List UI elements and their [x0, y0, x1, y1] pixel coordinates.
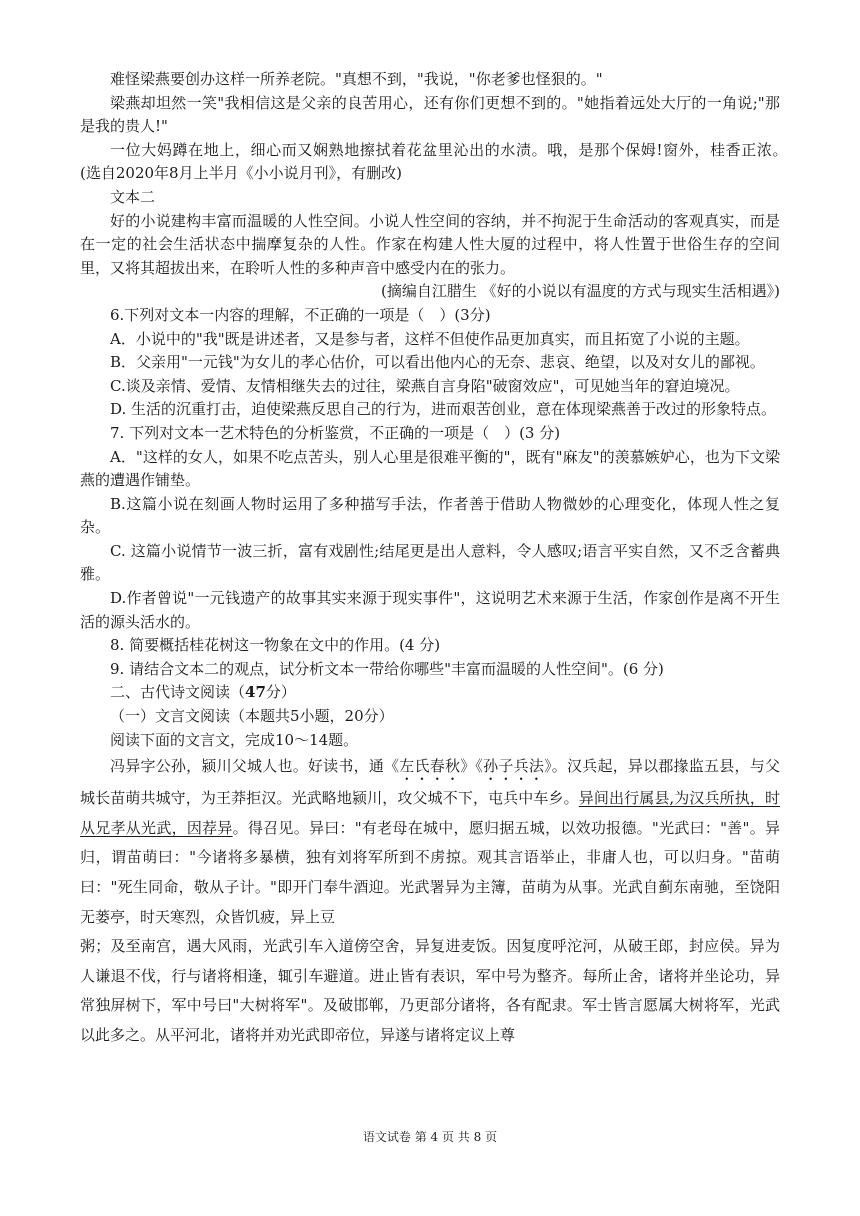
question-7-option-c: C. 这篇小说情节一波三折，富有戏剧性;结尾更是出人意料，令人感叹;语言平实自然，又不乏含蓄典雅。 [80, 541, 780, 584]
classical-text-part: 。得召见。异曰："有老母在城中，愿归据五城，以效功报德。"光武曰："善"。异归，谓苗萌曰："今诸将多暴横，独有刘将军所到不虏掠。观其言语举止，非庸人也，可以归身。"苗萌曰："死生同命，敬从子计。"即开门奉牛酒迎。光武署异为主簿，苗萌为从事。光武自蓟东南驰，至饶阳无蒌亭，时天寒烈，众皆饥疲，异上豆 [80, 818, 780, 926]
question-6: 6.下列对文本一内容的理解，不正确的一项是（ ）(3分) [110, 305, 491, 324]
question-7-option-b: B.这篇小说在刻画人物时运用了多种描写手法，作者善于借助人物微妙的心理变化，体现人性之复杂。 [80, 494, 780, 537]
question-6-option-d: D. 生活的沉重打击，迫使梁燕反思自己的行为，进而艰苦创业，意在体现梁燕善于改过的形象特点。 [110, 400, 777, 419]
classical-text-part: 》《 [460, 757, 484, 776]
question-9: 9. 请结合文本二的观点，试分析文本一带给你哪些"丰富而温暖的人性空间"。(6 分) [110, 659, 664, 678]
section-heading-score: 47 [245, 683, 266, 702]
subsection-heading: （一）文言文阅读（本题共5小题，20分） [110, 707, 394, 726]
source-citation: (摘编自江腊生 《好的小说以有温度的方式与现实生活相遇》) [381, 282, 780, 301]
underlined-sentence: 异间出行属县,为汉兵所执，时从兄孝从光武，因荐异 [80, 789, 780, 837]
question-7: 7. 下列对文本一艺术特色的分析鉴赏，不正确的一项是（ ）(3 分) [110, 423, 561, 442]
question-6-option-c: C.谈及亲情、爱情、友情相继失去的过往，梁燕自言身陷"破窗效应"，可见她当年的窘迫境况。 [110, 376, 740, 395]
text-two-heading: 文本二 [110, 187, 156, 206]
question-6-option-b: B．父亲用"一元钱"为女儿的孝心估价，可以看出他内心的无奈、悲哀、绝望，以及对女儿的鄙视。 [110, 353, 765, 372]
page-content [80, 68, 811, 1051]
question-8: 8. 简要概括桂花树这一物象在文中的作用。(4 分) [110, 636, 441, 655]
classical-text-part: 》。汉兵起，异以郡掾监五县，与父城长苗萌共城守，为王莽拒汉。光武略地颍川，攻父城不下，屯兵中车乡。 [80, 757, 780, 808]
question-7-option-a: A．"这样的女人，如果不吃点苦头，别人心里是很难平衡的"，既有"麻友"的羡慕嫉妒心，也为下文梁燕的遭遇作铺垫。 [80, 447, 780, 490]
reading-instruction: 阅读下面的文言文，完成10～14题。 [110, 730, 359, 749]
text-two-paragraph: 好的小说建构丰富而温暖的人性空间。小说人性空间的容纳，并不拘泥于生命活动的客观真实，而是在一定的社会生活状态中揣摩复杂的人性。作家在构建人性大厦的过程中，将人性置于世俗生存的空间里，又将其超拔出来，在聆听人性的多种声音中感受内在的张力。 [80, 211, 780, 277]
classical-text-continued: 粥；及至南宫，遇大风雨，光武引车入道傍空舍，异复进麦饭。因复度呼沱河，从破王郎，封应侯。异为人谦退不伐，行与诸将相逢，辄引车避道。进止皆有表识，军中号为整齐。每所止舍，诸将并坐论功，异常独屏树下，军中号曰"大树将军"。及破邯郸，乃更部分诸将，各有配隶。军士皆言愿属大树将军，光武以此多之。从平河北，诸将并劝光武即帝位，异遂与诸将定议上尊 [80, 937, 780, 1044]
story-paragraph: 一位大妈蹲在地上，细心而又娴熟地擦拭着花盆里沁出的水渍。哦，是那个保姆!窗外，桂香正浓。 (选自2020年8月上半月《小小说月刊》，有删改) [80, 140, 811, 183]
section-heading-suffix: 分） [265, 683, 296, 702]
question-6-option-a: A．小说中的"我"既是讲述者，又是参与者，这样不但使作品更加真实，而且拓宽了小说的主题。 [110, 329, 750, 348]
book-title-sunzi: 孙子兵法 [483, 757, 545, 776]
section-heading-prefix: 二、古代诗文阅读（ [110, 683, 246, 702]
question-7-option-d: D.作者曾说"一元钱遗产的故事其实来源于现实事件"，这说明艺术来源于生活，作家创作是离不开生活的源头活水的。 [80, 589, 780, 631]
section-heading [80, 681, 780, 705]
classical-text-part: 冯异字公孙，颍川父城人也。好读书，通 [110, 757, 385, 776]
story-paragraph: 梁燕却坦然一笑"我相信这是父亲的良苦用心，还有你们更想不到的。"她指着远处大厅的一角说;"那是我的贵人!" [80, 93, 780, 136]
classical-text: 冯异字公孙，颍川父城人也。好读书，通《左氏春秋》《孙子兵法》。汉兵起，异以郡掾监五县，与父城长苗萌共城守，为王莽拒汉。光武略地颍川，攻父城不下，屯兵中车乡。异间出行属县,为汉兵所执，时从兄孝从光武，因荐异。得召见。异曰："有老母在城中，愿归据五城，以效功报德。"光武曰："善"。异归，谓苗萌曰："今诸将多暴横，独有刘将军所到不虏掠。观其言语举止，非庸人也，可以归身。"苗萌曰："死生同命，敬从子计。"即开门奉牛酒迎。光武署异为主簿，苗萌为从事。光武自蓟东南驰，至饶阳无蒌亭，时天寒烈，众皆饥疲，异上豆 [80, 757, 780, 926]
book-title-left-zuozhuan: 左氏春秋 [399, 757, 461, 776]
story-paragraph: 难怪梁燕要创办这样一所养老院。"真想不到，"我说，"你老爹也怪狠的。" [110, 70, 603, 88]
page-footer: 语文试卷 第 4 页 共 8 页 [362, 1130, 498, 1144]
